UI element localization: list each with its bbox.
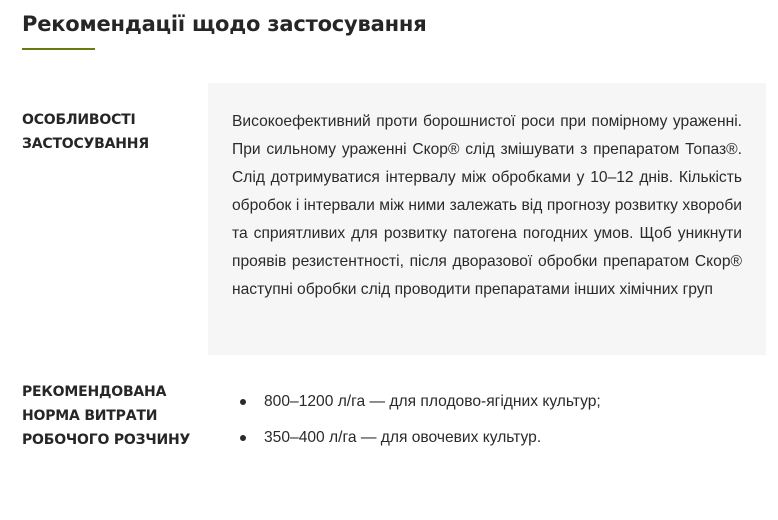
- row-label-application-features: ОСОБЛИВОСТІ ЗАСТОСУВАННЯ: [22, 112, 149, 152]
- application-features-box: [208, 83, 766, 355]
- list-item-text: 350–400 л/га — для овочевих культур.: [264, 429, 542, 446]
- bullet-icon: [240, 399, 246, 405]
- solution-rate-list: [240, 388, 601, 460]
- list-item: [240, 388, 601, 416]
- section-title: Рекомендації щодо застосування: [22, 12, 427, 36]
- application-features-text: Високоефективний проти борошнистої роси при помірному ураженні. При сильному ураженні Скор® слід змішувати з препаратом Топаз®. Слід дотримуватися інтервалу між обробками у 10–12 днів. Кількість обробок і інтервали між ними залежать від прогнозу розвитку хвороби та сприятливих для розвитку патогена погодних умов. Щоб уникнути проявів резистентності, після дворазової обробки препаратом Скор® наступні обробки слід проводити препаратами інших хімічних груп: [232, 113, 742, 298]
- list-item-text: 800–1200 л/га — для плодово-ягідних культур;: [264, 393, 601, 410]
- bullet-icon: [240, 435, 246, 441]
- row-label-solution-rate: РЕКОМЕНДОВАНА НОРМА ВИТРАТИ РОБОЧОГО РОЗЧИНУ: [22, 384, 191, 448]
- list-item: [240, 424, 601, 452]
- title-underline: [22, 48, 95, 50]
